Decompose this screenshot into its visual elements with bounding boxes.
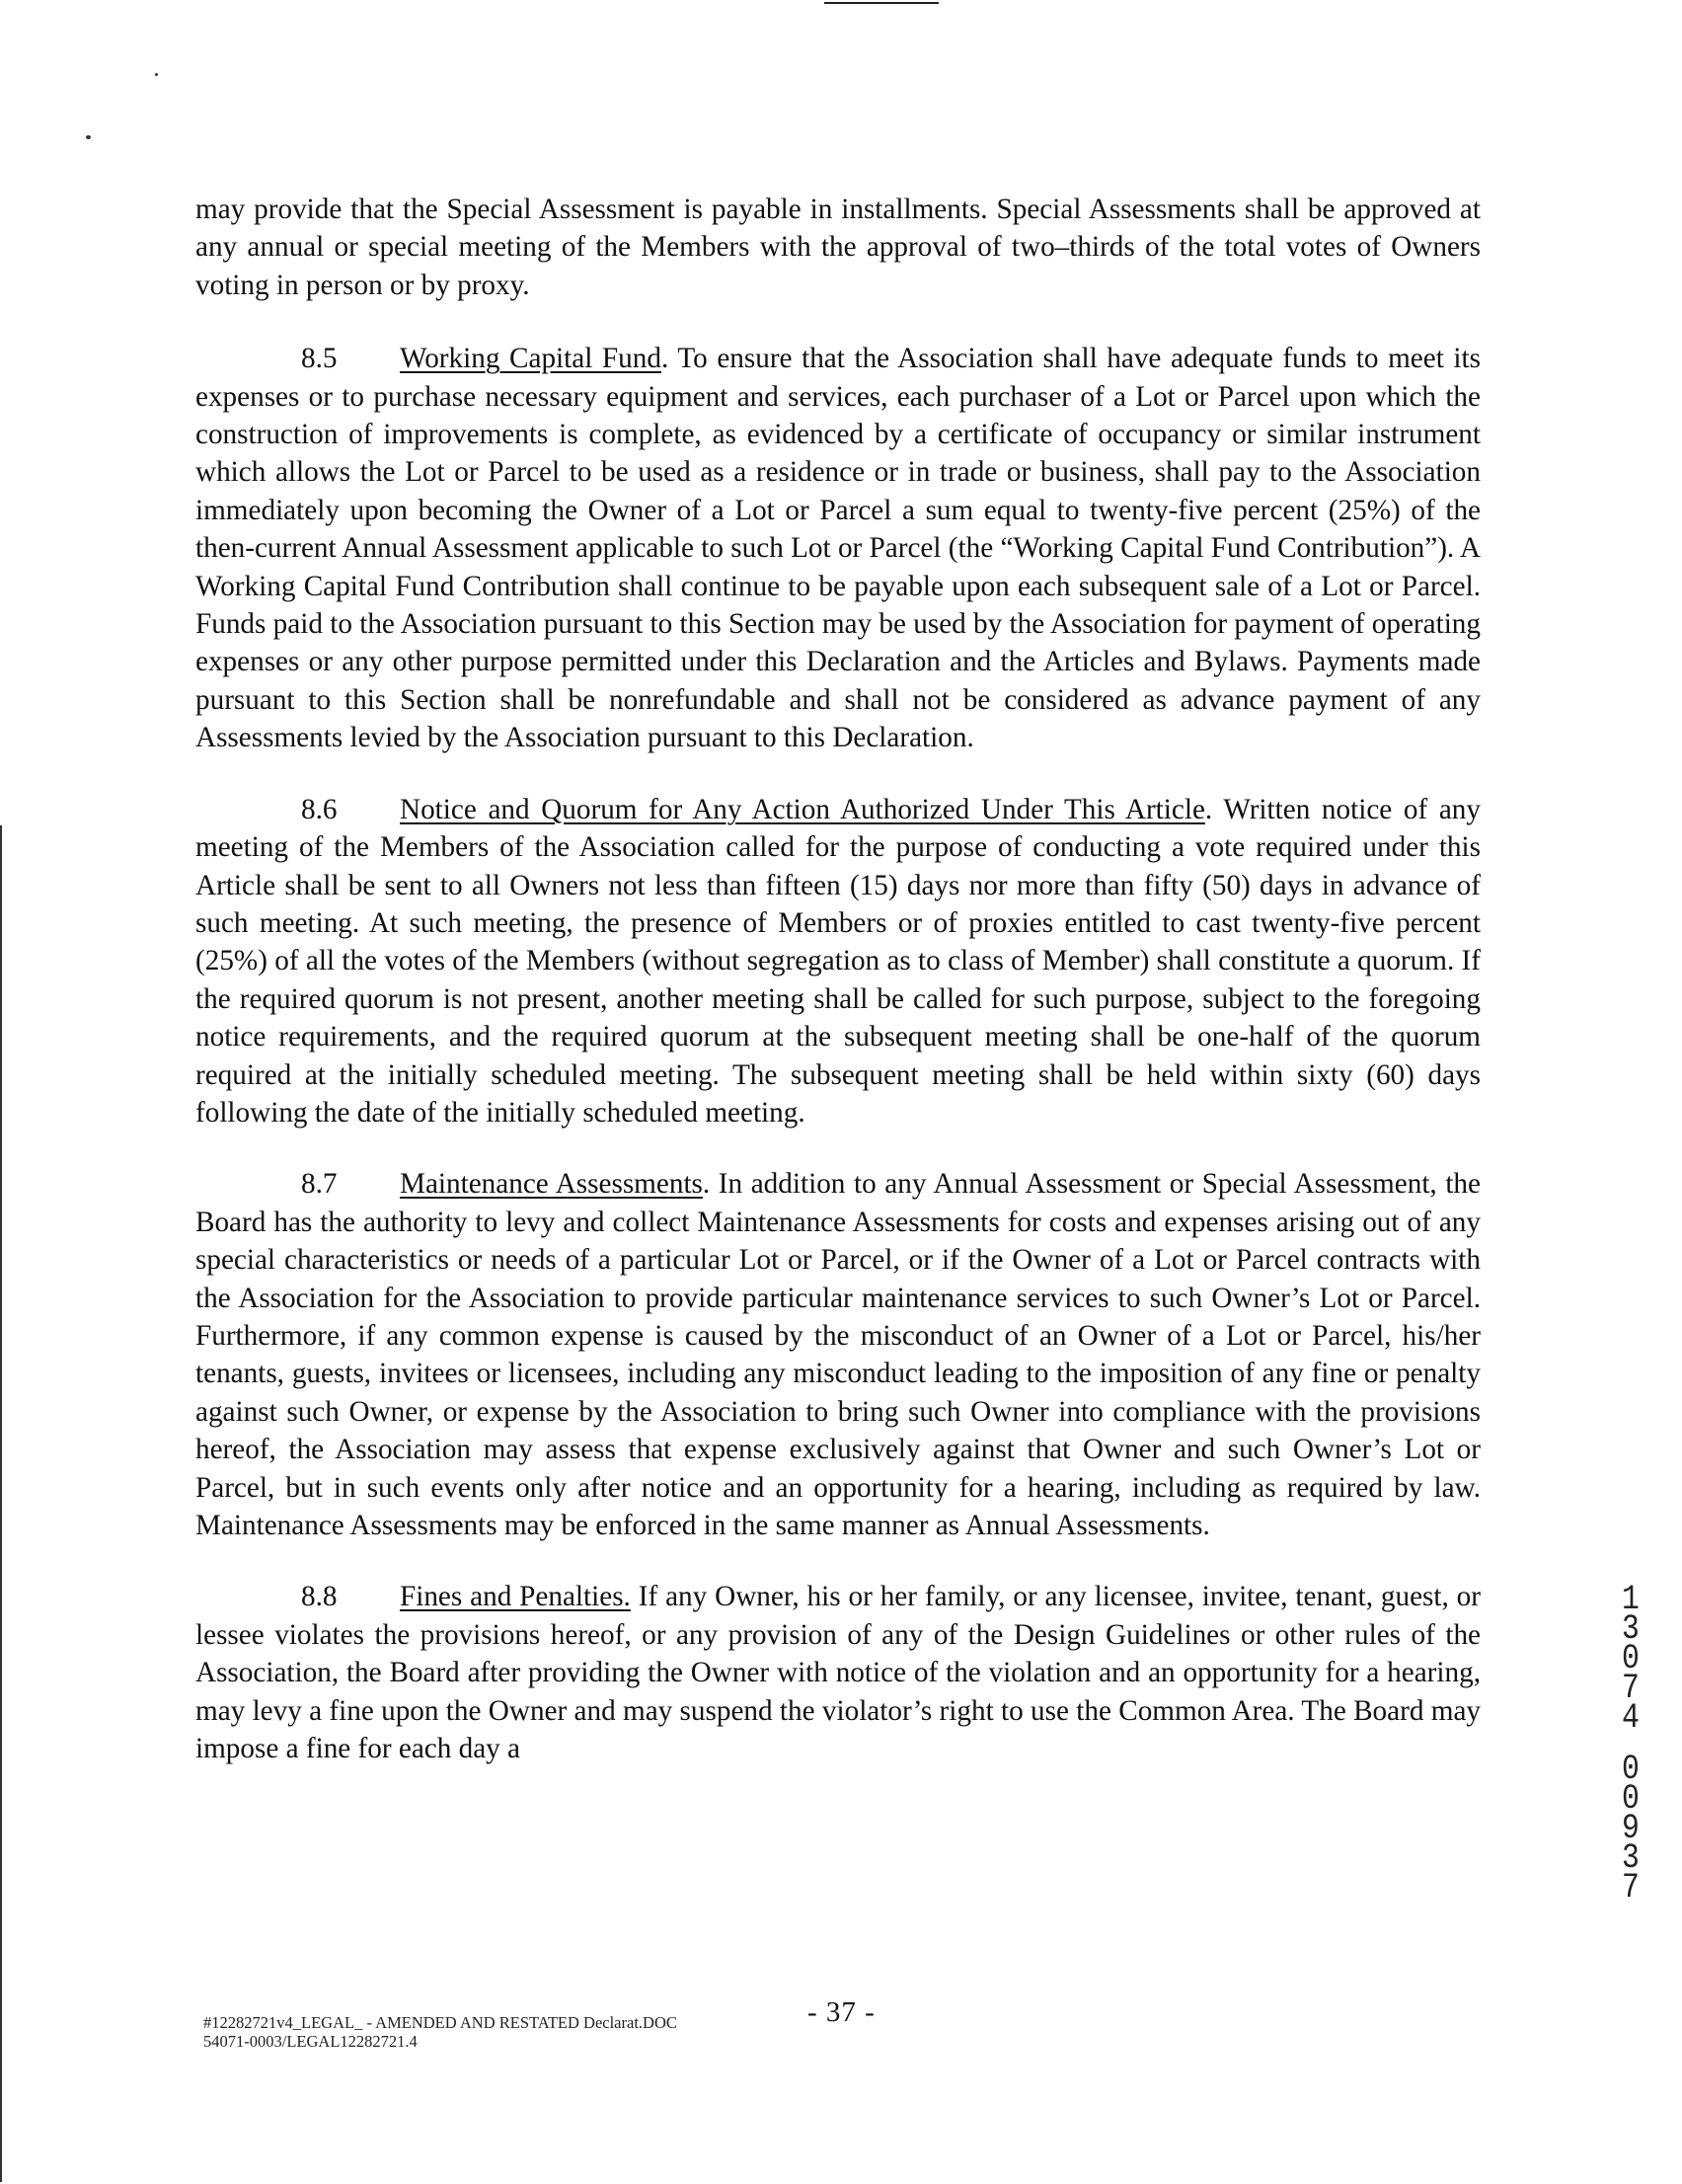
stamp-digit: 3	[1622, 1609, 1640, 1649]
stamp-digit: 1	[1622, 1580, 1640, 1619]
intro-paragraph: may provide that the Special Assessment is payable in installments. Special Assessments shall be approved at any annual or special meeting of the Members with the approval of two–thirds of the total votes of Owners voting in person or by proxy.	[195, 194, 1481, 301]
stamp-digit: 9	[1622, 1809, 1640, 1848]
scan-speck	[155, 73, 158, 76]
stamp-digit: 7	[1622, 1669, 1640, 1708]
section-body: . Written notice of any meeting of the Members of the Association called for the purpose of conducting a vote required under this Article shall be sent to all Owners not less than fifteen (15) days nor more than fifty (50) days in advance of such meeting. At such meeting, the presence of Members or of proxies entitled to cast twenty-five percent (25%) of all the votes of the Members (without segregation as to class of Member) shall constitute a quorum. If the required quorum is not present, another meeting shall be called for such purpose, subject to the foregoing notice requirements, and the required quorum at the subsequent meeting shall be one-half of the quorum required at the initially scheduled meeting. The subsequent meeting shall be held within sixty (60) days following the date of the initially scheduled meeting.	[195, 793, 1481, 1129]
stamp-digit: 0	[1622, 1750, 1640, 1789]
stamp-digit: 3	[1622, 1838, 1640, 1878]
section-body: . In addition to any Annual Assessment or Special Assessment, the Board has the authority to levy and collect Maintenance Assessments for costs and expenses arising out of any special characteristics or needs of a particular Lot or Parcel, or if the Owner of a Lot or Parcel contracts with the Association for the Association to provide particular maintenance services to such Owner’s Lot or Parcel. Furthermore, if any common expense is caused by the misconduct of an Owner of a Lot or Parcel, his/her tenants, guests, invitees or licensees, including any misconduct leading to the imposition of any fine or penalty against such Owner, or expense by the Association to bring such Owner into compliance with the provisions hereof, the Association may assess that expense exclusively against that Owner and such Owner’s Lot or Parcel, but in such events only after notice and an opportunity for a hearing, including as required by law. Maintenance Assessments may be enforced in the same manner as Annual Assessments.	[195, 1168, 1481, 1541]
stamp-digit: 4	[1622, 1698, 1640, 1738]
section-body: If any Owner, his or her family, or any licensee, invitee, tenant, guest, or lessee violates the provisions hereof, or any provision of any of the Design Guidelines or other rules of the Association, the Board after providing the Owner with notice of the violation and an opportunity for a hearing, may levy a fine upon the Owner and may suspend the violator’s right to use the Common Area. The Board may impose a fine for each day a	[195, 1581, 1481, 1765]
section-title: Working Capital Fund	[400, 343, 661, 375]
recording-stamp	[1609, 1580, 1652, 1908]
page-number: - 37 -	[807, 1996, 876, 2028]
stamp-digit: 7	[1622, 1868, 1640, 1908]
section-8-6	[195, 791, 1481, 1132]
document-body	[195, 191, 1481, 1801]
section-8-5	[195, 340, 1481, 756]
stamp-digit: 0	[1622, 1779, 1640, 1819]
scan-edge	[0, 825, 2, 2182]
section-number: 8.5	[301, 343, 338, 375]
footer-file-id	[203, 2013, 677, 2051]
section-number: 8.7	[301, 1168, 338, 1201]
section-title: Maintenance Assessments	[400, 1168, 703, 1201]
section-number: 8.6	[301, 793, 338, 825]
section-body: . To ensure that the Association shall have adequate funds to meet its expenses or to purchase necessary equipment and services, each purchaser of a Lot or Parcel upon which the construction of improvements is complete, as evidenced by a certificate of occupancy or similar instrument which allows the Lot or Parcel to be used as a residence or in trade or business, shall pay to the Association immediately upon becoming the Owner of a Lot or Parcel a sum equal to twenty-five percent (25%) of the then-current Annual Assessment applicable to such Lot or Parcel (the “Working Capital Fund Contribution”). A Working Capital Fund Contribution shall continue to be payable upon each subsequent sale of a Lot or Parcel. Funds paid to the Association pursuant to this Section may be used by the Association for payment of operating expenses or any other purpose permitted under this Declaration and the Articles and Bylaws. Payments made pursuant to this Section shall be nonrefundable and shall not be considered as advance payment of any Assessments levied by the Association pursuant to this Declaration.	[195, 343, 1482, 754]
section-title: Notice and Quorum for Any Action Authorized Under This Article	[400, 793, 1205, 825]
section-number: 8.8	[301, 1581, 338, 1613]
section-8-8	[195, 1578, 1481, 1767]
stamp-digit: 0	[1622, 1639, 1640, 1678]
footer-file-line: 54071-0003/LEGAL12282721.4	[203, 2032, 418, 2051]
top-rule	[824, 2, 939, 4]
section-title: Fines and Penalties.	[400, 1581, 631, 1613]
scan-speck	[86, 135, 91, 139]
footer-file-line: #12282721v4_LEGAL_ - AMENDED AND RESTATED Declarat.DOC	[203, 2013, 677, 2032]
section-8-7	[195, 1165, 1481, 1544]
